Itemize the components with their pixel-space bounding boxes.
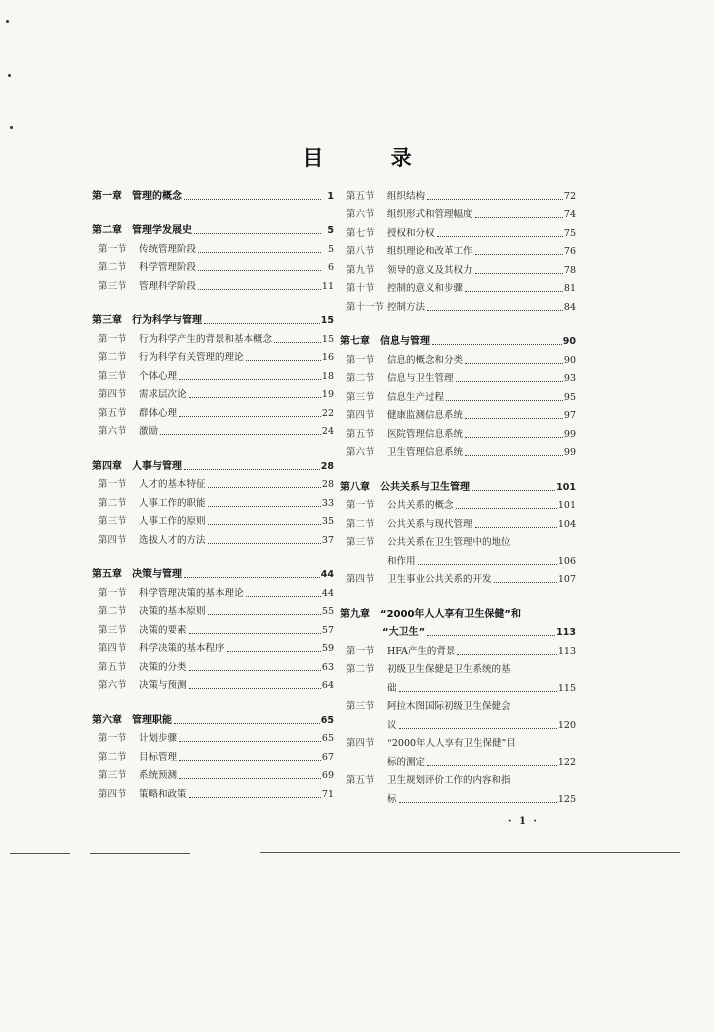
toc-entry-title: 标的测定: [387, 756, 426, 768]
toc-entry-page: 18: [321, 370, 334, 382]
toc-entry-title: 行为科学有关管理的理论: [139, 352, 244, 363]
toc-entry-label: 第三章: [92, 315, 122, 326]
toc-chapter-entry: [92, 309, 334, 328]
toc-entry-label: 第一节: [346, 645, 375, 657]
toc-chapter-entry: [92, 708, 334, 727]
toc-leader-dots: [208, 485, 321, 488]
toc-leader-dots: [494, 580, 557, 583]
toc-entry-label: 第二节: [98, 751, 127, 763]
toc-entry-label: 第一节: [98, 733, 127, 744]
toc-entry-label: 第一节: [98, 479, 127, 490]
toc-leader-dots: [194, 231, 321, 234]
toc-leader-dots: [160, 432, 321, 435]
toc-chapter-entry: [340, 330, 576, 349]
toc-entry-title: 信息生产过程: [387, 391, 445, 403]
toc-leader-dots: [456, 506, 557, 509]
toc-section-entry: [92, 764, 334, 783]
toc-leader-dots: [427, 633, 555, 636]
toc-entry-title: 决策的基本原则: [139, 606, 206, 617]
toc-left-column: [92, 184, 334, 801]
toc-entry-title: “大卫生”: [382, 627, 426, 638]
toc-leader-dots: [198, 268, 321, 271]
toc-leader-dots: [399, 726, 557, 729]
toc-entry-title: 计划步骤: [139, 733, 178, 744]
toc-section-entry: [340, 348, 576, 367]
toc-entry-title: 础: [387, 682, 397, 694]
toc-entry-label: 第一章: [92, 190, 122, 202]
toc-entry-page: 101: [557, 500, 576, 511]
toc-section-entry: [340, 221, 576, 240]
toc-entry-title: 人事与管理: [132, 460, 182, 472]
page-title: 目 录: [302, 146, 442, 170]
toc-entry-page: 76: [563, 246, 576, 257]
toc-leader-dots: [475, 252, 563, 255]
toc-entry-page: 22: [321, 407, 334, 419]
toc-entry-page: 55: [321, 606, 334, 617]
toc-section-entry: [92, 637, 334, 656]
toc-entry-page: 15: [320, 315, 334, 326]
toc-section-entry: [92, 473, 334, 492]
toc-entry-label: 第一节: [346, 354, 375, 366]
toc-entry-title: 授权和分权: [387, 227, 435, 239]
toc-leader-dots: [198, 250, 321, 253]
toc-entry-page: 37: [321, 534, 334, 546]
toc-entry-label: 第九章: [340, 608, 370, 620]
toc-entry-label: 第七章: [340, 336, 370, 347]
toc-entry-label: 第一节: [98, 243, 127, 255]
toc-leader-dots: [274, 340, 321, 343]
toc-entry-label: 第二节: [98, 497, 127, 509]
toc-entry-page: 90: [562, 336, 576, 347]
toc-leader-dots: [208, 522, 321, 525]
toc-entry-label: 第二节: [346, 664, 375, 675]
toc-entry-page: 101: [556, 481, 576, 493]
toc-leader-dots: [427, 308, 563, 311]
toc-entry-label: 第十节: [346, 283, 375, 294]
toc-entry-label: 第六节: [346, 447, 375, 458]
toc-entry-title: 组织结构: [387, 190, 426, 202]
toc-entry-title: “2000年人人享有卫生保健”和: [380, 608, 521, 620]
toc-entry-title: 需求层次论: [139, 389, 187, 400]
toc-entry-title: 卫生管理信息系统: [387, 447, 464, 458]
toc-entry-page: 65: [321, 733, 334, 744]
toc-leader-dots: [179, 739, 321, 742]
toc-entry-title: 标: [387, 793, 397, 805]
toc-section-entry: [340, 676, 576, 695]
toc-entry-title: 公共关系在卫生管理中的地位: [387, 537, 511, 548]
toc-entry-title: 组织理论和改革工作: [387, 246, 473, 257]
toc-leader-dots: [208, 541, 321, 544]
toc-entry-title: 选拔人才的方法: [139, 534, 206, 546]
toc-entry-title: 公共关系与卫生管理: [380, 481, 470, 493]
toc-entry-title: 议: [387, 719, 397, 731]
toc-section-entry: [92, 256, 334, 275]
scan-speck: [6, 20, 9, 23]
toc-section-entry: [340, 203, 576, 222]
toc-leader-dots: [465, 435, 563, 438]
toc-section-entry: [340, 549, 576, 568]
toc-entry-label: 第二节: [346, 373, 375, 384]
toc-entry-page: 104: [557, 518, 576, 530]
toc-entry-title: 组织形式和管理幅度: [387, 209, 473, 220]
toc-entry-label: 第一节: [98, 333, 127, 345]
toc-entry-page: 19: [321, 389, 334, 400]
toc-entry-label: 第三节: [98, 624, 127, 636]
toc-section-entry: [92, 346, 334, 365]
scan-artifact-line: [10, 853, 70, 854]
toc-entry-label: 第五节: [98, 661, 127, 673]
toc-section-entry: [340, 713, 576, 732]
toc-entry-page: 44: [321, 587, 334, 599]
toc-entry-title: 医院管理信息系统: [387, 428, 464, 440]
toc-leader-dots: [472, 488, 555, 491]
toc-entry-title: 公共关系与现代管理: [387, 518, 473, 530]
toc-section-entry: [92, 745, 334, 764]
toc-section-entry: [340, 385, 576, 404]
toc-section-entry: [340, 240, 576, 259]
toc-entry-page: 84: [563, 301, 576, 313]
toc-leader-dots: [418, 562, 557, 565]
toc-entry-page: 113: [557, 645, 576, 657]
toc-entry-page: 93: [563, 373, 576, 384]
toc-entry-page: 115: [557, 682, 576, 694]
toc-entry-title: 管理职能: [132, 714, 172, 726]
toc-entry-page: 11: [321, 280, 334, 292]
toc-section-entry: [92, 782, 334, 801]
toc-entry-label: 第三节: [346, 537, 375, 548]
toc-section-entry: [340, 531, 576, 550]
toc-leader-dots: [446, 398, 563, 401]
toc-entry-page: 90: [563, 354, 576, 366]
toc-entry-page: 69: [321, 770, 334, 781]
toc-leader-dots: [204, 321, 320, 324]
toc-entry-title: 行为科学与管理: [132, 315, 202, 326]
toc-entry-title: 人事工作的原则: [139, 516, 206, 527]
toc-section-entry: [340, 787, 576, 806]
toc-entry-page: 74: [563, 209, 576, 220]
toc-entry-page: 44: [320, 569, 334, 580]
toc-section-entry: [92, 528, 334, 547]
toc-chapter-entry: [92, 454, 334, 473]
toc-entry-page: 67: [321, 751, 334, 763]
toc-entry-page: 28: [320, 460, 334, 472]
toc-leader-dots: [399, 689, 557, 692]
toc-entry-label: 第二节: [98, 262, 127, 273]
scan-speck: [8, 74, 11, 77]
toc-chapter-entry: [340, 602, 576, 621]
toc-entry-label: 第五节: [346, 775, 375, 786]
toc-section-entry: [340, 441, 576, 460]
toc-entry-label: 第六节: [98, 426, 127, 437]
toc-entry-label: 第四节: [346, 574, 375, 585]
toc-leader-dots: [208, 504, 321, 507]
toc-entry-label: 第三节: [346, 391, 375, 403]
toc-entry-label: 第二节: [98, 606, 127, 617]
toc-section-entry: [340, 367, 576, 386]
toc-entry-page: 99: [563, 428, 576, 440]
toc-section-entry: [340, 512, 576, 531]
toc-entry-page: 63: [321, 661, 334, 673]
toc-section-entry: [340, 568, 576, 587]
toc-entry-label: 第八节: [346, 246, 375, 257]
toc-entry-label: 第四节: [346, 410, 375, 421]
toc-chapter-entry: [340, 475, 576, 494]
toc-entry-title: 人事工作的职能: [139, 497, 206, 509]
toc-entry-title: 卫生规划评价工作的内容和指: [387, 775, 511, 786]
toc-entry-title: 卫生事业公共关系的开发: [387, 574, 492, 585]
toc-leader-dots: [189, 668, 321, 671]
toc-leader-dots: [432, 342, 562, 345]
toc-entry-page: 16: [321, 352, 334, 363]
toc-entry-label: 第一节: [346, 500, 375, 511]
toc-entry-page: 95: [563, 391, 576, 403]
toc-leader-dots: [246, 358, 321, 361]
toc-entry-title: 激励: [139, 426, 159, 437]
toc-entry-title: “2000年人人享有卫生保健”目: [387, 738, 516, 749]
toc-entry-page: 78: [563, 264, 576, 276]
toc-entry-label: 第三节: [98, 370, 127, 382]
toc-entry-page: 81: [563, 283, 576, 294]
toc-leader-dots: [179, 758, 321, 761]
toc-entry-label: 第二章: [92, 225, 122, 236]
toc-leader-dots: [189, 395, 321, 398]
toc-entry-page: 28: [321, 479, 334, 490]
toc-entry-label: 第十一节: [346, 301, 385, 313]
toc-entry-title: 控制的意义和步骤: [387, 283, 464, 294]
toc-section-entry: [340, 494, 576, 513]
toc-entry-page: 15: [321, 333, 334, 345]
toc-section-entry: [92, 364, 334, 383]
toc-leader-dots: [457, 652, 556, 655]
scan-speck: [10, 126, 13, 129]
toc-chapter-entry: [92, 219, 334, 238]
toc-leader-dots: [198, 287, 321, 290]
toc-entry-page: 57: [321, 624, 334, 636]
scan-artifact-line: [260, 852, 680, 853]
toc-entry-title: 信息的概念和分类: [387, 354, 464, 366]
toc-entry-title: 健康监测信息系统: [387, 410, 464, 421]
toc-leader-dots: [475, 271, 563, 274]
toc-entry-title: 阿拉木图国际初级卫生保健会: [387, 701, 511, 712]
toc-entry-title: 科学管理决策的基本理论: [139, 587, 244, 599]
toc-entry-label: 第四节: [98, 534, 127, 546]
toc-section-entry: [92, 655, 334, 674]
toc-section-entry: [92, 581, 334, 600]
toc-entry-label: 第六章: [92, 714, 122, 726]
toc-chapter-entry: [92, 563, 334, 582]
toc-entry-title: 行为科学产生的背景和基本概念: [139, 333, 273, 345]
toc-entry-page: 71: [321, 788, 334, 800]
toc-entry-label: 第三节: [98, 280, 127, 292]
toc-entry-title: 管理科学阶段: [139, 280, 197, 292]
toc-leader-dots: [246, 594, 321, 597]
toc-leader-dots: [227, 649, 321, 652]
toc-entry-label: 第五章: [92, 569, 122, 580]
toc-entry-page: 1: [327, 190, 334, 202]
toc-leader-dots: [179, 776, 321, 779]
toc-entry-title: 人才的基本特征: [139, 479, 206, 490]
toc-section-entry: [340, 769, 576, 788]
toc-section-entry: [92, 327, 334, 346]
toc-leader-dots: [456, 379, 563, 382]
toc-entry-page: 120: [557, 719, 576, 731]
toc-section-entry: [340, 732, 576, 751]
toc-entry-label: 第六节: [346, 209, 375, 220]
toc-entry-label: 第三节: [98, 770, 127, 781]
toc-entry-page: 59: [321, 643, 334, 654]
toc-chapter-entry: [92, 184, 334, 203]
toc-leader-dots: [465, 416, 563, 419]
toc-entry-page: 5: [327, 225, 334, 236]
toc-leader-dots: [465, 453, 563, 456]
toc-entry-label: 第四节: [346, 738, 375, 749]
toc-section-entry: [92, 618, 334, 637]
toc-leader-dots: [174, 721, 320, 724]
toc-chapter-entry: [340, 621, 576, 640]
toc-entry-title: 决策的要素: [139, 624, 187, 636]
toc-entry-label: 第四节: [98, 643, 127, 654]
toc-entry-title: 系统预测: [139, 770, 178, 781]
toc-entry-page: 64: [321, 680, 334, 691]
toc-entry-page: 122: [557, 756, 576, 768]
toc-leader-dots: [427, 197, 563, 200]
toc-section-entry: [92, 600, 334, 619]
toc-section-entry: [92, 274, 334, 293]
toc-section-entry: [340, 422, 576, 441]
toc-leader-dots: [437, 234, 563, 237]
toc-section-entry: [92, 383, 334, 402]
toc-section-entry: [92, 401, 334, 420]
toc-entry-page: 107: [557, 574, 576, 585]
toc-entry-page: 113: [556, 627, 576, 638]
toc-entry-title: 信息与管理: [380, 336, 430, 347]
toc-section-entry: [340, 404, 576, 423]
toc-entry-label: 第二节: [346, 518, 375, 530]
toc-leader-dots: [189, 631, 321, 634]
toc-entry-title: 传统管理阶段: [139, 243, 197, 255]
toc-entry-title: 决策与管理: [132, 569, 182, 580]
toc-entry-label: 第五节: [346, 428, 375, 440]
toc-entry-page: 106: [557, 555, 576, 567]
toc-entry-title: 管理学发展史: [132, 225, 192, 236]
toc-section-entry: [340, 695, 576, 714]
toc-entry-page: 97: [563, 410, 576, 421]
toc-entry-page: 72: [563, 190, 576, 202]
toc-entry-page: 24: [321, 426, 334, 437]
toc-entry-title: HFA产生的背景: [387, 645, 456, 657]
toc-entry-title: 信息与卫生管理: [387, 373, 454, 384]
toc-section-entry: [340, 258, 576, 277]
toc-section-entry: [340, 295, 576, 314]
toc-entry-title: 决策的分类: [139, 661, 187, 673]
toc-leader-dots: [184, 197, 321, 200]
toc-section-entry: [92, 237, 334, 256]
toc-entry-label: 第九节: [346, 264, 375, 276]
toc-leader-dots: [475, 215, 563, 218]
toc-entry-label: 第六节: [98, 680, 127, 691]
toc-entry-page: 6: [327, 262, 334, 273]
toc-entry-label: 第四章: [92, 460, 122, 472]
toc-entry-title: 公共关系的概念: [387, 500, 454, 511]
toc-section-entry: [92, 491, 334, 510]
toc-leader-dots: [427, 763, 557, 766]
toc-entry-label: 第三节: [98, 516, 127, 527]
toc-right-column: [340, 184, 576, 806]
toc-leader-dots: [208, 612, 321, 615]
toc-section-entry: [92, 674, 334, 693]
toc-entry-label: 第三节: [346, 701, 375, 712]
toc-section-entry: [340, 750, 576, 769]
toc-entry-title: 个体心理: [139, 370, 178, 382]
toc-entry-label: 第四节: [98, 788, 127, 800]
toc-section-entry: [340, 184, 576, 203]
toc-entry-title: 和作用: [387, 555, 416, 567]
toc-entry-title: 群体心理: [139, 407, 178, 419]
toc-entry-page: 75: [563, 227, 576, 239]
toc-entry-title: 目标管理: [139, 751, 178, 763]
toc-entry-label: 第一节: [98, 587, 127, 599]
toc-leader-dots: [189, 686, 321, 689]
toc-entry-title: 管理的概念: [132, 190, 182, 202]
toc-leader-dots: [179, 414, 321, 417]
toc-leader-dots: [399, 800, 557, 803]
toc-leader-dots: [465, 289, 563, 292]
toc-section-entry: [340, 277, 576, 296]
toc-entry-label: 第八章: [340, 481, 370, 493]
toc-entry-title: 决策与预测: [139, 680, 187, 691]
toc-section-entry: [340, 658, 576, 677]
page-number: · 1 ·: [508, 816, 539, 827]
toc-leader-dots: [184, 467, 320, 470]
toc-entry-page: 65: [320, 714, 334, 726]
toc-entry-title: 策略和政策: [139, 788, 187, 800]
toc-section-entry: [92, 727, 334, 746]
toc-section-entry: [92, 510, 334, 529]
toc-entry-page: 33: [321, 497, 334, 509]
toc-entry-page: 35: [321, 516, 334, 527]
toc-section-entry: [92, 420, 334, 439]
toc-leader-dots: [465, 361, 563, 364]
scan-artifact-line: [90, 853, 190, 854]
toc-entry-page: 5: [327, 243, 334, 255]
toc-leader-dots: [475, 525, 557, 528]
toc-entry-title: 初级卫生保健是卫生系统的基: [387, 664, 511, 675]
toc-entry-label: 第七节: [346, 227, 375, 239]
toc-leader-dots: [184, 575, 320, 578]
toc-entry-label: 第五节: [98, 407, 127, 419]
toc-section-entry: [340, 639, 576, 658]
toc-entry-page: 125: [557, 793, 576, 805]
toc-entry-page: 99: [563, 447, 576, 458]
toc-entry-label: 第五节: [346, 190, 375, 202]
toc-entry-title: 领导的意义及其权力: [387, 264, 473, 276]
toc-entry-label: 第四节: [98, 389, 127, 400]
toc-entry-title: 控制方法: [387, 301, 426, 313]
toc-leader-dots: [179, 377, 321, 380]
toc-entry-title: 科学决策的基本程序: [139, 643, 225, 654]
toc-entry-label: 第二节: [98, 352, 127, 363]
toc-entry-title: 科学管理阶段: [139, 262, 197, 273]
toc-leader-dots: [189, 795, 321, 798]
